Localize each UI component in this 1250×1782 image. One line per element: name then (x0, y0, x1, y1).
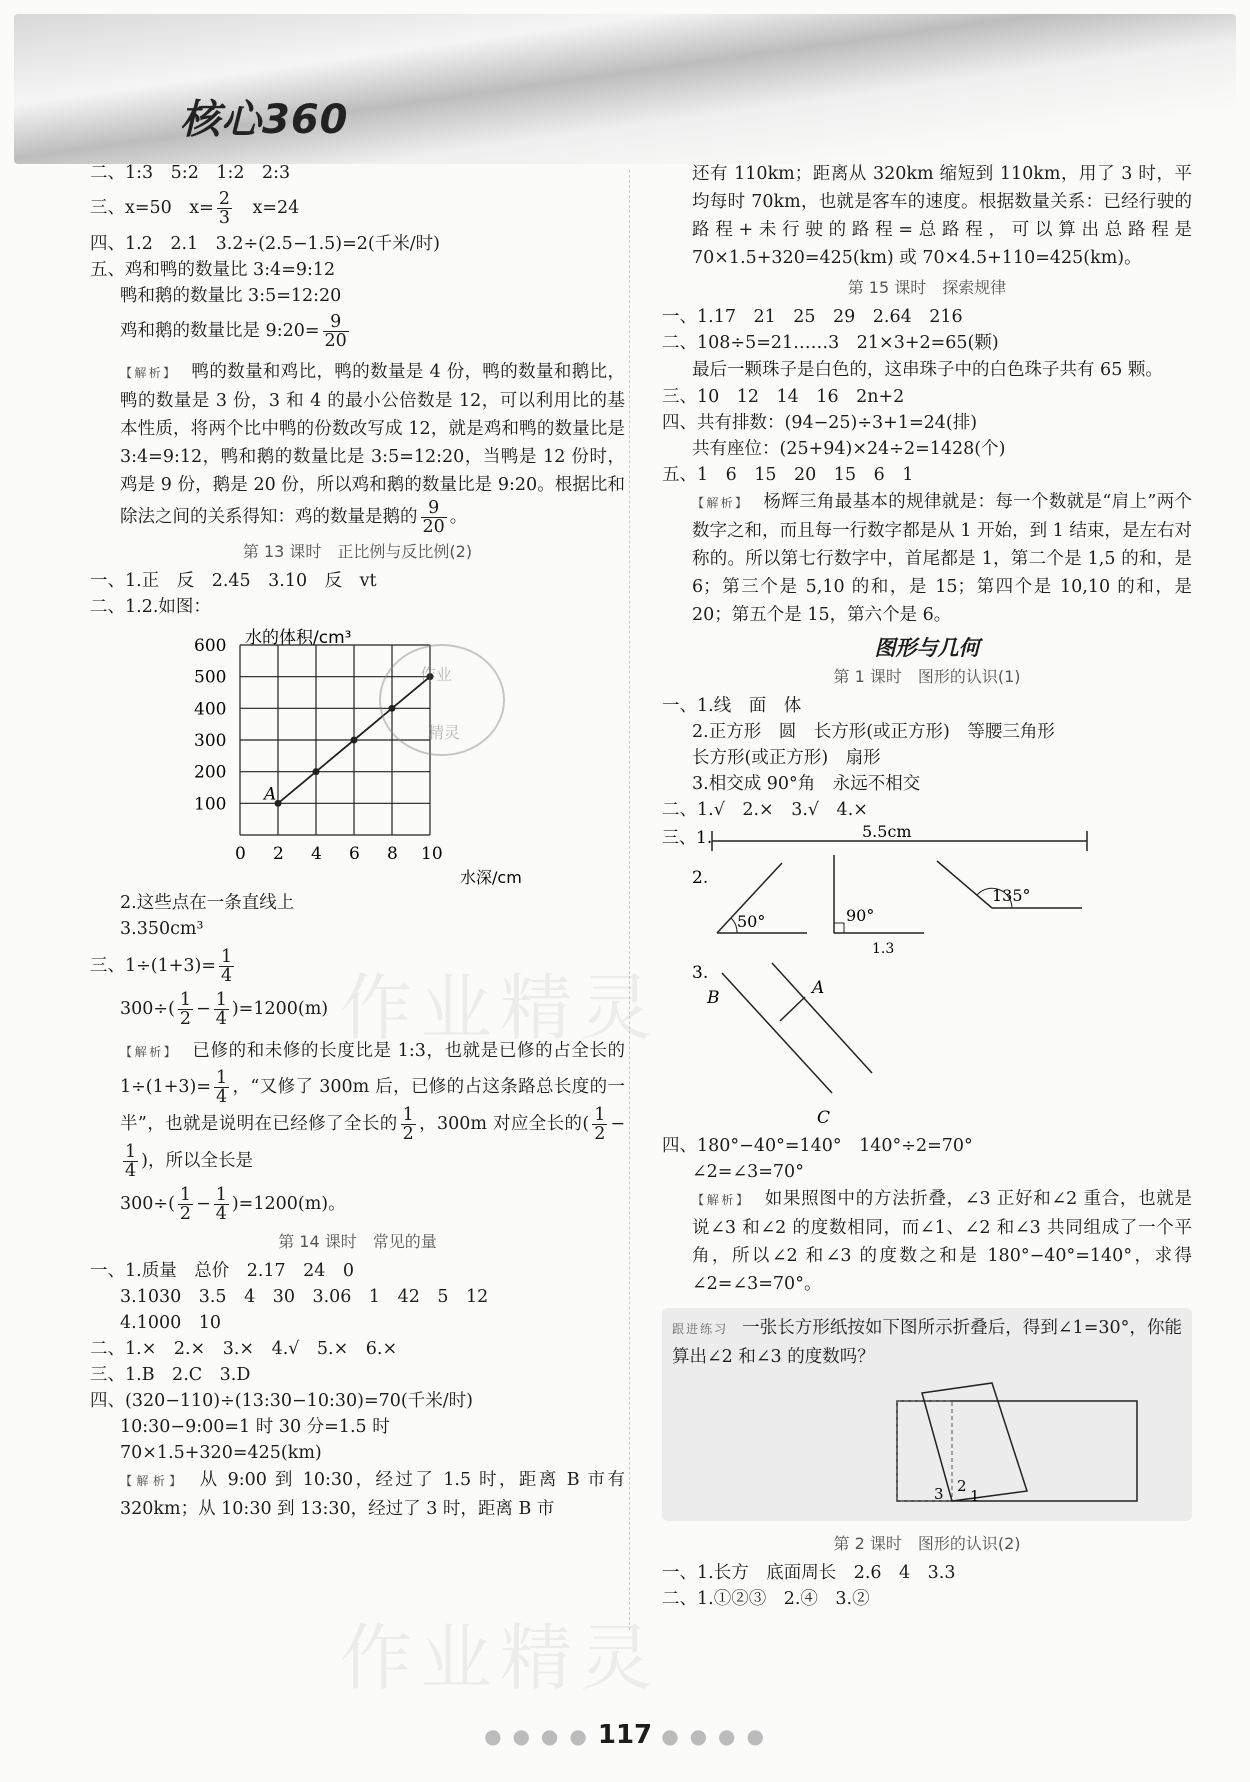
decor-dots-right: ● ● ● ● (661, 1724, 766, 1748)
numerator: 1 (216, 1068, 228, 1088)
answer-line: 4.1000 10 (120, 1313, 222, 1333)
x-tick-label: 0 (235, 844, 246, 864)
answer-line: 2.正方形 圆 长方形(或正方形) 等腰三角形 (692, 722, 1055, 742)
fraction (214, 1069, 229, 1106)
stamp-text: 精灵 (428, 723, 461, 742)
denominator: 2 (402, 1124, 414, 1144)
item-label: 三、1. (662, 828, 713, 848)
point-label-A: A (264, 784, 277, 805)
answer-line: 最后一颗珠子是白色的，这串珠子中的白色珠子共有 65 颗。 (692, 360, 1163, 380)
numerator: 9 (428, 498, 440, 518)
fraction (323, 313, 349, 350)
numerator: 1 (215, 990, 227, 1010)
geometry-figures (662, 823, 1162, 1133)
text: − (196, 1194, 211, 1214)
answer-line (90, 190, 625, 227)
analysis-paragraph (90, 1466, 625, 1523)
denominator: 3 (218, 208, 230, 228)
analysis-tag: 【解析】 (120, 1045, 179, 1059)
section-title: 第 1 课时 图形的认识(1) (833, 667, 1021, 686)
answer-line: 二、1.× 2.× 3.× 4.√ 5.× 6.× (90, 1339, 398, 1359)
answer-line: 3.相交成 90°角 永远不相交 (692, 774, 921, 794)
y-tick-label: 600 (194, 636, 227, 656)
analysis-tag: 【解析】 (120, 366, 178, 380)
answer-line: 四、共有排数：(94−25)÷3+1=24(排) (662, 413, 978, 433)
logo: 核心360 (180, 97, 349, 143)
answer-line (90, 1186, 625, 1223)
fraction (217, 190, 232, 227)
denominator: 4 (125, 1161, 137, 1181)
answer-line: 一、1.线 面 体 (662, 696, 802, 716)
denominator: 4 (221, 966, 233, 986)
follow-up-box (662, 1308, 1192, 1521)
numerator: 1 (402, 1105, 414, 1125)
analysis-tag: 【解析】 (120, 1474, 186, 1488)
answer-line: 五、鸡和鸭的数量比 3:4=9:12 (90, 260, 336, 280)
answer-line: 三、1.B 2.C 3.D (90, 1365, 251, 1385)
watermark: 作业精灵 (340, 966, 661, 1050)
x-tick-label: 4 (311, 844, 322, 864)
analysis-paragraph (662, 1185, 1192, 1298)
text: 如果照图中的方法折叠，∠3 正好和∠2 重合，也就是说∠3 和∠2 的度数相同，而∠1、∠2 和∠3 共同组成了一个平角，所以∠2 和∠3 的度数之和是 180°−40°=140°，求得∠2=∠3=70°。 (692, 1189, 1192, 1294)
page-number: 117 (597, 1720, 653, 1750)
numerator: 1 (594, 1105, 606, 1125)
fraction (401, 1106, 416, 1143)
answer-line: ∠2=∠3=70° (692, 1162, 804, 1182)
folded-paper-figure (672, 1371, 1172, 1511)
numerator: 2 (218, 189, 230, 209)
denominator: 20 (324, 331, 347, 351)
point-label: A (812, 978, 825, 998)
text: )=1200(m) (231, 999, 329, 1019)
numerator: 1 (179, 990, 192, 1010)
item-label: 3. (692, 963, 709, 983)
answer-line: 一、1.质量 总价 2.17 24 0 (90, 1261, 355, 1281)
numerator: 1 (215, 1185, 227, 1205)
answer-line: 二、1.2.如图： (90, 597, 211, 617)
answer-line: 一、1.17 21 25 29 2.64 216 (662, 307, 963, 327)
x-tick-label: 2 (273, 844, 284, 864)
fraction (178, 991, 193, 1028)
numerator: 1 (179, 1185, 192, 1205)
denominator: 4 (215, 1009, 227, 1029)
analysis-paragraph: 还有 110km；距离从 320km 缩短到 110km，用了 3 时，平均每时 70km，也就是客车的速度。根据数量关系：已经行驶的路程+未行驶的路程=总路程，可以算出总路程是 70×1.5+320=425(km) 或 70×4.5+110=425(km)。 (692, 164, 1192, 268)
point-label: C (817, 1108, 831, 1128)
perpendicular-line (780, 997, 805, 1021)
text: 三、1÷(1+3)= (90, 956, 217, 976)
follow-up-text (672, 1314, 1182, 1371)
y-tick-label: 300 (194, 731, 227, 751)
analysis-paragraph (90, 358, 625, 536)
page-number-area (0, 1720, 1250, 1750)
text: 从 9:00 到 10:30，经过了 1.5 时，距离 B 市有 320km；从 10:30 到 13:30，经过了 3 时，距离 B 市 (120, 1470, 625, 1519)
answer-line: 四、(320−110)÷(13:30−10:30)=70(千米/时) (90, 1391, 473, 1411)
text: 已修的和未修的长度比是 1:3，也就是已修的占全长的 1÷(1+3)= (120, 1041, 625, 1097)
stamp (380, 645, 504, 755)
y-tick-label: 100 (194, 794, 227, 815)
line-chart (130, 620, 550, 890)
data-point (389, 705, 396, 712)
column-divider (629, 170, 630, 1630)
x-tick-label: 10 (421, 844, 443, 864)
x-tick-label: 6 (349, 844, 360, 864)
angle-label: 2 (957, 1477, 967, 1495)
text: − (610, 1114, 626, 1134)
follow-tag: 跟进练习 (672, 1322, 729, 1336)
chart-ticks (194, 636, 443, 864)
data-point (313, 768, 320, 775)
y-tick-label: 500 (194, 667, 227, 688)
answer-line: 10:30−9:00=1 时 30 分=1.5 时 (120, 1417, 390, 1437)
fraction (214, 991, 229, 1028)
chart-title: 水的体积/cm³ (245, 628, 352, 648)
item-label: 2. (692, 868, 709, 888)
angle-label: 3 (934, 1485, 944, 1503)
angle-note: 1.3 (872, 941, 895, 957)
answer-line: 共有座位：(25+94)×24÷2=1428(个) (692, 439, 1006, 459)
denominator: 20 (422, 517, 445, 537)
angle-label: 90° (846, 906, 875, 925)
folded-part (897, 1401, 952, 1501)
fraction (219, 948, 234, 985)
answer-line: 3.1030 3.5 4 30 3.06 1 42 5 12 (120, 1287, 489, 1307)
answer-line: 长方形(或正方形) 扇形 (692, 748, 881, 768)
fraction (592, 1106, 607, 1143)
decor-dots-left: ● ● ● ● (484, 1724, 589, 1748)
unit-title: 图形与几何 (874, 636, 980, 660)
angle-label: 135° (992, 886, 1031, 905)
segment-label: 5.5cm (862, 823, 912, 841)
answer-line: 二、108÷5=21……3 21×3+2=65(颗) (662, 333, 999, 353)
text: 杨辉三角最基本的规律就是：每一个数就是“肩上”两个数字之和，而且每一行数字都是从 1 开始，到 1 结束，是左右对称的。所以第七行数字中，首尾都是 1，第二个是 1,5 的和，是 6；第三个是 5,10 的和，是 15；第四个是 10,10 的和，是 20；第五个是 15，第六个是 6。 (692, 492, 1192, 625)
text: 300÷( (120, 1194, 175, 1214)
text: − (196, 999, 211, 1019)
point-label: B (707, 988, 720, 1008)
watermark: 作业精灵 (340, 1616, 661, 1700)
left-column (90, 160, 625, 1523)
text: x=24 (234, 198, 300, 218)
answer-line: 一、1.长方 底面周长 2.6 4 3.3 (662, 1563, 956, 1583)
fraction (214, 1186, 229, 1223)
answer-line: 70×1.5+320=425(km) (120, 1443, 322, 1463)
analysis-tag: 【解析】 (692, 496, 750, 510)
numerator: 1 (221, 947, 233, 967)
answer-line: 二、1.√ 2.× 3.√ 4.× (662, 800, 868, 820)
text: )=1200(m)。 (231, 1194, 346, 1214)
analysis-paragraph (90, 1034, 625, 1180)
answer-line: 五、1 6 15 20 15 6 1 (662, 465, 914, 485)
analysis-tag: 【解析】 (692, 1193, 751, 1207)
numerator: 1 (125, 1142, 137, 1162)
fraction (421, 499, 447, 536)
section-title: 第 13 课时 正比例与反比例(2) (242, 542, 473, 561)
answer-line (90, 313, 625, 350)
angle-label: 50° (737, 912, 766, 931)
text: 一张长方形纸按如下图所示折叠后，得到∠1=30°，你能算出∠2 和∠3 的度数吗？ (672, 1318, 1182, 1367)
answer-line: 四、180°−40°=140° 140°÷2=70° (662, 1136, 973, 1156)
fraction (123, 1143, 138, 1180)
text: 鸭的数量和鸡比，鸭的数量是 4 份，鸭的数量和鹅比，鸭的数量是 3 份，3 和 4 的最小公倍数是 12，可以利用比的基本性质，将两个比中鸭的份数改写成 12，就是鸡和鸭的数量比是 3:4=9:12，鸭和鹅的数量比是 3:5=12:20，当鸭是 12 份时，鸡是 9 份，鹅是 20 份，所以鸡和鹅的数量比是 9:20。根据比和除法之间的关系得知：鸡的数量是鹅的 (120, 362, 625, 527)
y-tick-label: 200 (194, 762, 227, 783)
data-point (351, 737, 358, 744)
answer-line: 3.350cm³ (120, 919, 204, 939)
denominator: 4 (216, 1087, 228, 1107)
answer-line: 四、1.2 2.1 3.2÷(2.5−1.5)=2(千米/时) (90, 234, 440, 254)
answer-line: 二、1.①②③ 2.④ 3.② (662, 1589, 870, 1609)
denominator: 2 (594, 1124, 606, 1144)
answer-line: 鸭和鹅的数量比 3:5=12:20 (120, 286, 342, 306)
answer-line: 三、10 12 14 16 2n+2 (662, 387, 905, 407)
text: ，“又修了 300m 后，已修的占这条路总长度的一半”，也就是说明在已经修了全长的 (120, 1077, 625, 1134)
answer-line: 2.这些点在一条直线上 (120, 893, 295, 913)
right-column (662, 160, 1192, 1612)
section-title: 第 15 课时 探索规律 (847, 278, 1007, 297)
x-tick-label: 8 (387, 844, 398, 864)
analysis-paragraph (662, 488, 1192, 629)
text: 三、x=50 x= (90, 198, 214, 218)
paper-rect (897, 1401, 1137, 1501)
stamp-text: 作业 (420, 665, 453, 684)
numerator: 9 (330, 312, 342, 332)
chart-xlabel: 水深/cm (460, 868, 522, 887)
chart-grid (240, 645, 430, 835)
denominator: 2 (179, 1204, 192, 1224)
angle-ray (937, 861, 992, 908)
denominator: 2 (179, 1009, 192, 1029)
text: 。 (449, 507, 468, 527)
text: )，所以全长是 (141, 1151, 253, 1171)
fraction (178, 1186, 193, 1223)
y-tick-label: 400 (194, 699, 227, 720)
text: ，300m 对应全长的( (418, 1114, 590, 1134)
text: 300÷( (120, 999, 175, 1019)
answer-line: 二、1:3 5:2 1:2 2:3 (90, 163, 291, 183)
denominator: 4 (215, 1204, 227, 1224)
section-title: 第 14 课时 常见的量 (278, 1232, 437, 1251)
answer-line: 一、1.正 反 2.45 3.10 反 vt (90, 571, 377, 591)
right-angle-mark (834, 923, 844, 933)
text: 鸡和鹅的数量比是 9:20= (120, 321, 320, 341)
angle-label: 1 (970, 1487, 980, 1505)
section-title: 第 2 课时 图形的认识(2) (833, 1534, 1021, 1553)
